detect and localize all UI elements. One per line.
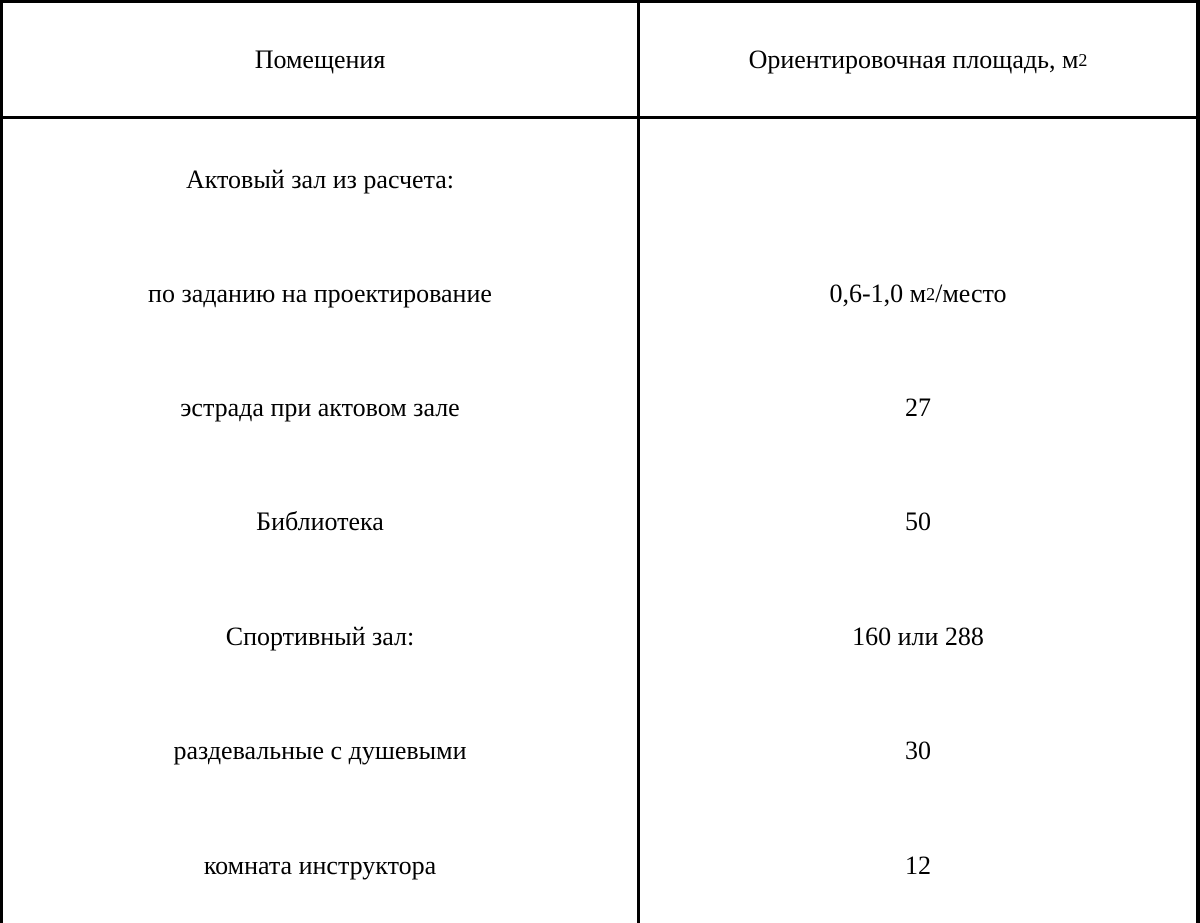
header-rooms-label: Помещения	[254, 45, 386, 74]
table-row-name	[3, 262, 637, 326]
table-row-area	[640, 490, 1196, 554]
room-name: Спортивный зал:	[225, 622, 415, 651]
table-row-name	[3, 605, 637, 669]
room-name: по заданию на проектирование	[148, 279, 492, 308]
header-area: Ориентировочная площадь, м 2	[748, 45, 1088, 74]
table-row-area	[640, 719, 1196, 783]
room-name: Актовый зал из расчета:	[185, 165, 455, 194]
room-area: 27	[905, 393, 931, 422]
room-area: 160 или 288	[852, 622, 984, 651]
room-area-value: 0,6-1,0 м	[829, 279, 927, 308]
table-row-name	[3, 719, 637, 783]
table-row-area	[640, 605, 1196, 669]
table-row-name	[3, 148, 637, 212]
room-area: 50	[905, 507, 931, 536]
room-name: Библиотека	[256, 507, 384, 536]
room-name: комната инструктора	[203, 851, 437, 880]
table-top-border	[0, 0, 1200, 3]
table-row-name	[3, 834, 637, 898]
room-area-suffix: /место	[935, 279, 1007, 308]
table-left-border	[0, 0, 3, 923]
room-area: 12	[905, 851, 931, 880]
table-row-name	[3, 376, 637, 440]
table-row-area	[640, 376, 1196, 440]
header-rooms	[3, 20, 637, 100]
column-divider	[637, 0, 640, 923]
table-right-border	[1196, 0, 1200, 923]
room-name: раздевальные с душевыми	[173, 736, 467, 765]
table-row-area	[640, 148, 1196, 212]
header-area-label: Ориентировочная площадь, м	[748, 45, 1079, 74]
room-name: эстрада при актовом зале	[180, 393, 460, 422]
table-row-name	[3, 490, 637, 554]
table-row-area: 0,6-1,0 м 2 /место	[829, 279, 1007, 308]
room-area: 30	[905, 736, 931, 765]
table-row-area	[640, 834, 1196, 898]
header-divider	[0, 116, 1200, 119]
